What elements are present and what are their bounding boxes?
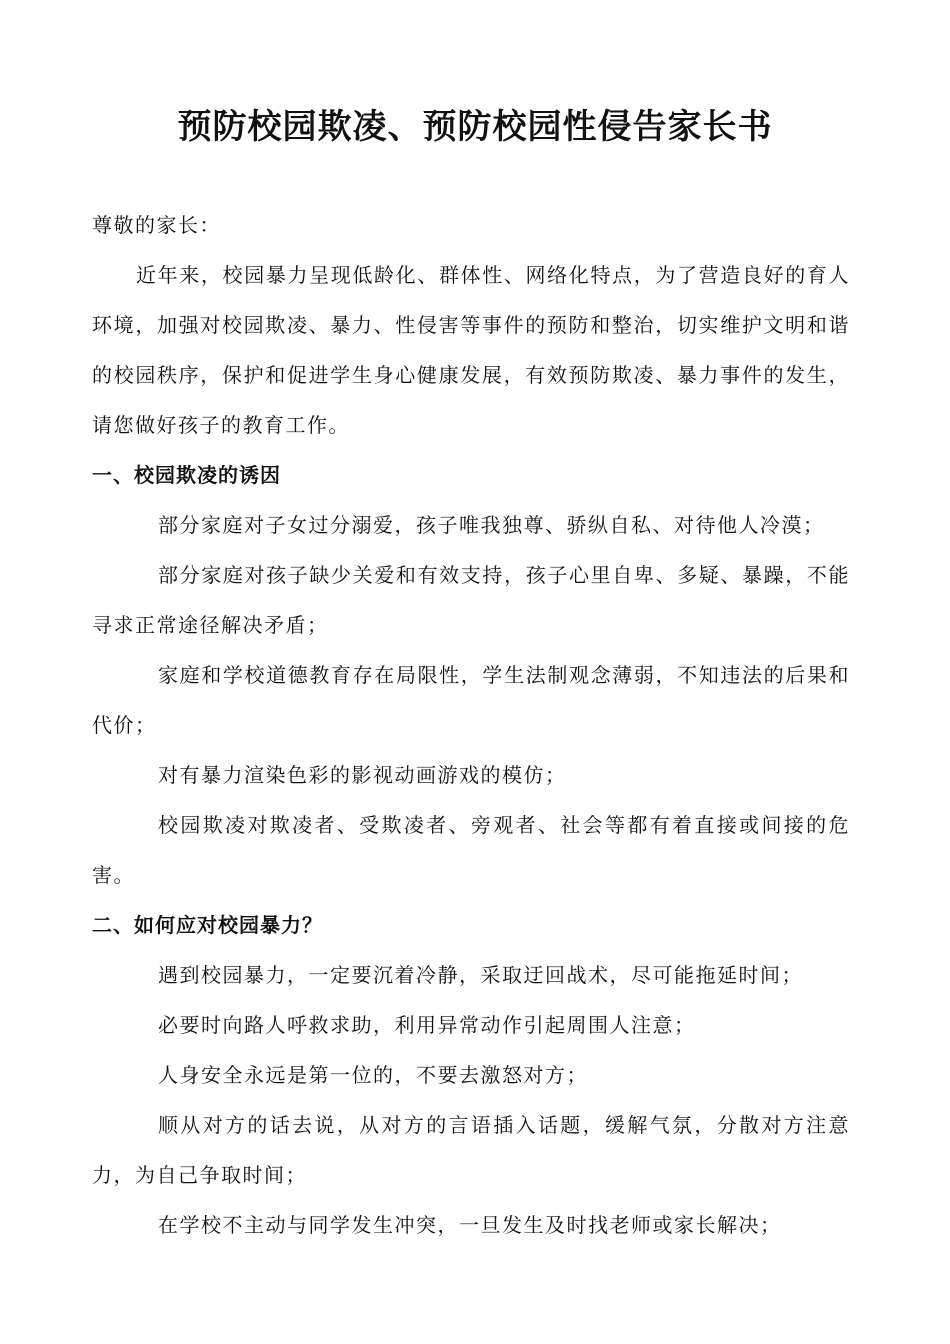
section2-item: 必要时向路人呼救求助，利用异常动作引起周围人注意；: [158, 1013, 696, 1037]
section1-item: 部分家庭对孩子缺少关爱和有效支持，孩子心里自卑、多疑、暴躁，不能寻求正常途径解决矛盾；: [92, 563, 850, 637]
section2-item: 人身安全永远是第一位的，不要去激怒对方；: [158, 1063, 588, 1087]
section2-item: 遇到校园暴力，一定要沉着冷静，采取迂回战术，尽可能拖延时间；: [158, 963, 803, 987]
section1-item: 校园欺凌对欺凌者、受欺凌者、旁观者、社会等都有着直接或间接的危害。: [92, 813, 850, 887]
section1-item: 部分家庭对子女过分溺爱，孩子唯我独尊、骄纵自私、对待他人冷漠；: [158, 513, 825, 537]
document-body: [92, 200, 850, 1250]
section2-item: 在学校不主动与同学发生冲突，一旦发生及时找老师或家长解决；: [158, 1213, 782, 1237]
greeting: 尊敬的家长：: [92, 213, 221, 237]
section-heading-response: 二、如何应对校园暴力？: [92, 913, 323, 937]
section1-item: 家庭和学校道德教育存在局限性，学生法制观念薄弱，不知违法的后果和代价；: [92, 663, 850, 737]
section1-item: 对有暴力渲染色彩的影视动画游戏的模仿；: [158, 763, 567, 787]
document-title: 预防校园欺凌、预防校园性侵告家长书: [177, 107, 773, 147]
section2-item: 顺从对方的话去说，从对方的言语插入话题，缓解气氛，分散对方注意力，为自己争取时间；: [92, 1113, 850, 1187]
intro-paragraph: 近年来，校园暴力呈现低龄化、群体性、网络化特点，为了营造良好的育人环境，加强对校园欺凌、暴力、性侵害等事件的预防和整治，切实维护文明和谐的校园秩序，保护和促进学生身心健康发展，有效预防欺凌、暴力事件的发生，请您做好孩子的教育工作。: [92, 263, 850, 437]
section-heading-causes: 一、校园欺凌的诱因: [92, 463, 281, 487]
